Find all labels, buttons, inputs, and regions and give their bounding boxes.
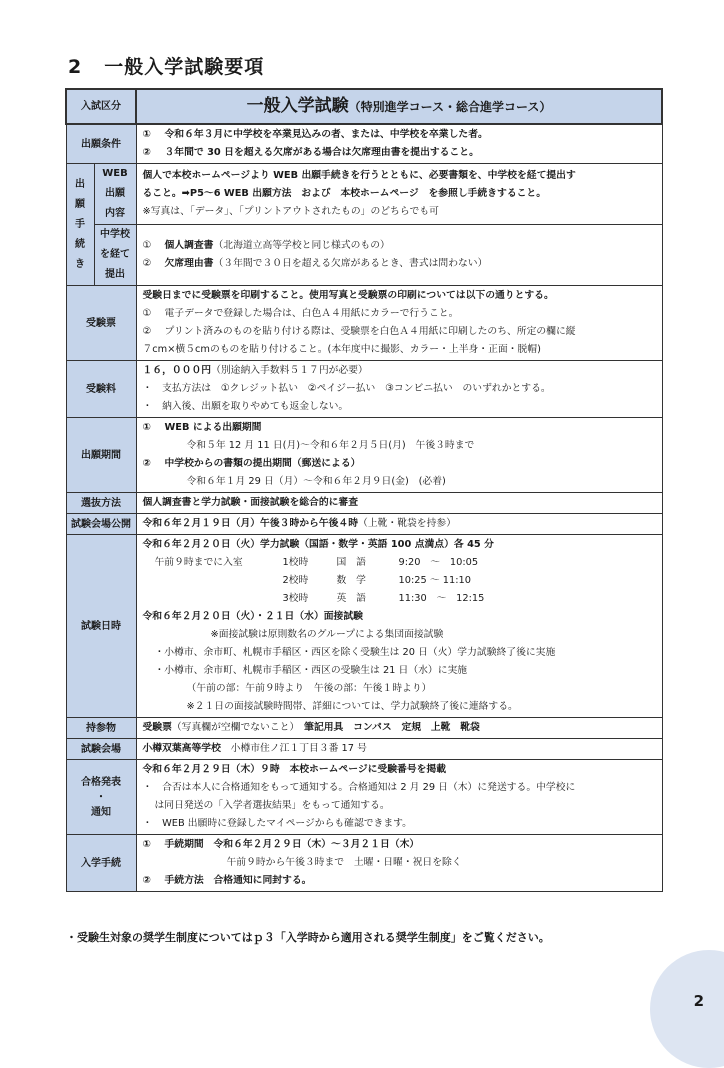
fee-amount: １６，０００円: [142, 365, 212, 376]
web-label: WEB 出願 内容: [94, 164, 136, 225]
schedule-row: 午前９時までに入室 1校時 国 語 9:20 ～ 10:05: [154, 557, 479, 568]
fee-content: １６，０００円（別途納入手数料５１７円が必要） ・ 支払方法は ①クレジット払い ②ペイジー払い ③コンビニ払い のいずれかとする。 ・ 納入後、出願を取りやめても返金しない。: [136, 361, 662, 418]
result-label: 合格発表 ・ 通知: [66, 760, 136, 835]
enroll-label: 入学手続: [66, 835, 136, 892]
section-number: 2: [68, 56, 83, 78]
school-label: 中学校 を経て 提出: [94, 225, 136, 286]
result-content: 令和６年２月２９日（木）９時 本校ホームページに受験番号を掲載 ・ 合否は本人に合格通知をもって通知する。合格通知は 2 月 29 日（木）に発送する。中学校に は同日発送の「入学者選抜結果」をもって通知する。 ・ WEB 出願時に登録したマイページからも確認できます。: [136, 760, 662, 835]
exam-label: 試験日時: [66, 535, 136, 718]
items-row: [66, 718, 662, 739]
items-label: 持参物: [66, 718, 136, 739]
selection-label: 選抜方法: [66, 493, 136, 514]
conditions-row: [66, 124, 662, 164]
page-corner-decoration: [650, 950, 724, 1068]
header-title-main: 一般入学試験: [246, 96, 349, 116]
header-row: [66, 89, 662, 124]
exam-content: 令和６年２月２０日（火）学力試験（国語・数学・英語 100 点満点）各 45 分 午前９時までに入室 1校時 国 語 9:20 ～ 10:05 2校時 数 学 10:25 ～ 11:10 3校時 英 語 11:30 ～ 12:15 令和６年２月２０日（火）・２１日（水）面接試験 ※面接試験は原則数名のグループによる集団面接試験 ・小樽市、余市町、札幌市手稲区・西区を除く受験生は 20 日（火）学力試験終了後に実施 ・小樽市、余市町、札幌市手稲区・西区の受験生は 21 日（水）に実施 （午前の部：午前９時より 午後の部：午後１時より） ※２１日の面接試験時間帯、詳細については、学力試験終了後に連絡する。: [136, 535, 662, 718]
enroll-row: [66, 835, 662, 892]
venue-row: [66, 739, 662, 760]
items-content: 受験票（写真欄が空欄でないこと） 筆記用具 コンパス 定規 上靴 靴袋: [136, 718, 662, 739]
school-item: ① 個人調査書（北海道立高等学校と同じ様式のもの）: [142, 240, 390, 251]
period-content: ① WEB による出願期間 令和５年 12 月 11 日(月)～令和６年２月５日(月) 午後３時まで ② 中学校からの書類の提出期間（郵送による） 令和６年１月 29 日（月）～令和６年２月９日(金) (必着): [136, 418, 662, 493]
procedure-web-row: [66, 164, 662, 225]
school-item: ② 欠席理由書（３年間で３０日を超える欠席があるとき、書式は問わない）: [142, 258, 488, 269]
scholarship-note: ・受験生対象の奨学生制度についてはｐ３「入学時から適用される奨学生制度」をご覧ください。: [66, 931, 550, 944]
open-row: [66, 514, 662, 535]
exam-row: [66, 535, 662, 718]
conditions-label: 出願条件: [66, 124, 136, 164]
section-title-text: 一般入学試験要項: [104, 56, 265, 78]
schedule-row: 2校時 数 学 10:25 ～ 11:10: [282, 575, 471, 586]
venue-content: 小樽双葉高等学校 小樽市住ノ江１丁目３番 17 号: [136, 739, 662, 760]
open-label: 試験会場公開: [66, 514, 136, 535]
exam-guidelines-table: [65, 88, 663, 892]
conditions-item: ② ３年間で 30 日を超える欠席がある場合は欠席理由書を提出すること。: [142, 147, 479, 158]
ticket-content: 受験日までに受験票を印刷すること。使用写真と受験票の印刷については以下の通りとする。 ① 電子データで登録した場合は、白色Ａ４用紙にカラーで行うこと。 ② プリント済みのものを貼り付ける際は、受験票を白色Ａ４用紙に印刷したのち、所定の欄に縦 ７cm×横５cmのものを貼り付けること。(本年度中に撮影、カラー・上半身・正面・脱帽): [136, 286, 662, 361]
section-title: [68, 52, 264, 79]
ticket-row: [66, 286, 662, 361]
procedure-label: 出 願 手 続 き: [66, 164, 94, 286]
conditions-content: [136, 124, 662, 164]
result-row: [66, 760, 662, 835]
fee-row: [66, 361, 662, 418]
fee-label: 受験料: [66, 361, 136, 418]
header-title: [136, 89, 662, 124]
enroll-content: ① 手続期間 令和６年２月２９日（木）～３月２１日（木） 午前９時から午後３時まで 土曜・日曜・祝日を除く ② 手続方法 合格通知に同封する。: [136, 835, 662, 892]
open-content: 令和６年２月１９日（月）午後３時から午後４時（上靴・靴袋を持参）: [136, 514, 662, 535]
photo-note: ※写真は、「データ」、「プリントアウトされたもの」のどちらでも可: [142, 206, 439, 217]
header-label: 入試区分: [66, 89, 136, 124]
web-content: 個人で本校ホームページより WEB 出願手続きを行うとともに、必要書類を、中学校を経て提出す ること。➡P5～6 WEB 出願方法 および 本校ホームページ を参照し手続きすること。 ※写真は、「データ」、「プリントアウトされたもの」のどちらでも可: [136, 164, 662, 225]
procedure-school-row: [66, 225, 662, 286]
ticket-label: 受験票: [66, 286, 136, 361]
school-content: [136, 225, 662, 286]
page-number: 2: [693, 992, 704, 1010]
header-subtitle: （特別進学コース・総合進学コース）: [348, 100, 552, 114]
schedule-row: 3校時 英 語 11:30 ～ 12:15: [282, 593, 485, 604]
selection-row: [66, 493, 662, 514]
conditions-item: ① 令和６年３月に中学校を卒業見込みの者、または、中学校を卒業した者。: [142, 129, 488, 140]
venue-label: 試験会場: [66, 739, 136, 760]
period-row: [66, 418, 662, 493]
selection-content: 個人調査書と学力試験・面接試験を総合的に審査: [136, 493, 662, 514]
period-label: 出願期間: [66, 418, 136, 493]
